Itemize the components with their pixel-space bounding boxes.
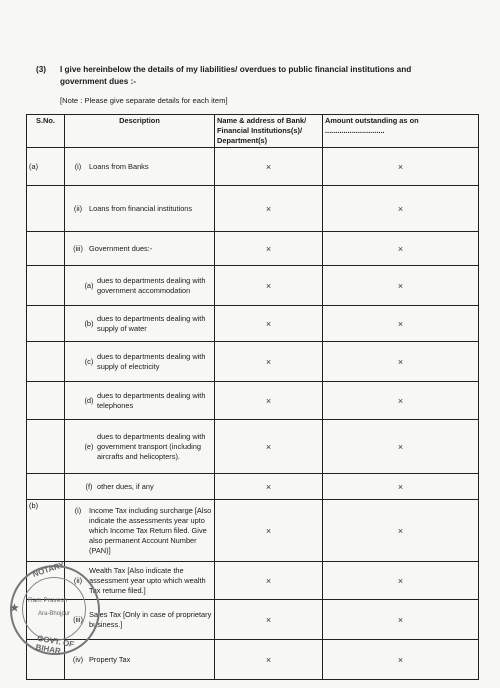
table-row — [27, 306, 479, 342]
row-marker: (ii) — [73, 575, 83, 585]
row-text: Wealth Tax [Also indicate the assessment year upto which wealth Tax returne filed.] — [89, 565, 206, 595]
row-sub-marker: (f) — [85, 481, 93, 491]
row-bank-mark: × — [215, 382, 323, 420]
row-sno — [27, 266, 65, 306]
section-number: (3) — [36, 65, 47, 74]
row-description — [65, 382, 215, 420]
row-amount-mark: × — [323, 266, 479, 306]
row-bank-mark: × — [215, 306, 323, 342]
row-bank-mark: × — [215, 420, 323, 474]
row-text: Government dues:- — [89, 243, 153, 253]
note-text: [Note : Please give separate details for each item] — [60, 96, 228, 105]
table-row — [27, 186, 479, 232]
row-sub-marker: (e) — [84, 441, 94, 451]
row-amount-mark: × — [323, 420, 479, 474]
row-amount-mark: × — [323, 232, 479, 266]
header-bank: Name & address of Bank/ Financial Institutions(s)/ Department(s) — [215, 115, 323, 148]
row-description — [65, 500, 215, 562]
row-text: dues to departments dealing with supply of electricity — [97, 351, 206, 371]
stamp-name: Ram Pravesh — [28, 597, 68, 604]
stamp-top-text: NOTARY — [31, 560, 66, 579]
row-bank-mark: × — [215, 148, 323, 186]
table-row — [27, 382, 479, 420]
row-amount-mark: × — [323, 600, 479, 640]
row-text: Income Tax including surcharge [Also indicate the assessments year upto which Income Tax Return filed. Give also permanent Account Number (PAN)] — [89, 505, 212, 555]
row-marker: (iii) — [73, 243, 83, 253]
row-sub-marker: (c) — [84, 356, 94, 366]
row-description — [65, 186, 215, 232]
table-row — [27, 266, 479, 306]
row-description — [65, 342, 215, 382]
row-amount-mark: × — [323, 382, 479, 420]
row-description — [65, 306, 215, 342]
table-row — [27, 500, 479, 562]
row-sno — [27, 186, 65, 232]
row-sno: (b) — [27, 500, 65, 562]
row-sno: (a) — [27, 148, 65, 186]
row-sno — [27, 382, 65, 420]
row-amount-mark: × — [323, 474, 479, 500]
row-marker: (iv) — [72, 654, 84, 664]
row-bank-mark: × — [215, 232, 323, 266]
row-amount-mark: × — [323, 306, 479, 342]
row-text: other dues, if any — [97, 481, 154, 491]
row-bank-mark: × — [215, 474, 323, 500]
table-row — [27, 342, 479, 382]
table-row — [27, 474, 479, 500]
stamp-star-icon: ★ — [10, 603, 19, 614]
row-description — [65, 148, 215, 186]
row-amount-mark: × — [323, 342, 479, 382]
row-sub-marker: (d) — [84, 395, 94, 405]
row-amount-mark: × — [323, 186, 479, 232]
row-text: dues to departments dealing with government accommodation — [97, 275, 206, 295]
table-header-row — [27, 115, 479, 148]
row-text: Property Tax — [89, 654, 131, 664]
row-text: dues to departments dealing with supply of water — [97, 313, 206, 333]
row-amount-mark: × — [323, 640, 479, 680]
row-bank-mark: × — [215, 640, 323, 680]
row-sno — [27, 232, 65, 266]
row-text: Loans from financial institutions — [89, 203, 193, 213]
row-marker: (i) — [74, 161, 82, 171]
header-description: Description — [65, 115, 215, 148]
row-sno — [27, 342, 65, 382]
row-text: dues to departments dealing with government transport (including aircrafts and helicopters). — [97, 431, 206, 461]
row-marker: (i) — [74, 505, 82, 515]
row-sno — [27, 420, 65, 474]
stamp-inner-ring — [22, 577, 86, 641]
row-amount-mark: × — [323, 562, 479, 600]
row-marker: (iii) — [73, 614, 83, 624]
row-bank-mark: × — [215, 186, 323, 232]
table-row — [27, 148, 479, 186]
stamp-bottom-text: GOVT. OF BIHAR — [34, 633, 75, 656]
row-bank-mark: × — [215, 500, 323, 562]
row-sno — [27, 474, 65, 500]
row-text: Loans from Banks — [89, 161, 149, 171]
stamp-place: Ara-Bhojpur — [38, 611, 71, 617]
row-bank-mark: × — [215, 266, 323, 306]
row-text: Sales Tax [Only in case of proprietary business.] — [89, 609, 212, 629]
header-sno: S.No. — [27, 115, 65, 148]
row-description — [65, 420, 215, 474]
row-sub-marker: (a) — [84, 280, 94, 290]
notary-stamp — [10, 560, 100, 656]
row-bank-mark: × — [215, 342, 323, 382]
row-description — [65, 232, 215, 266]
row-amount-mark: × — [323, 500, 479, 562]
row-bank-mark: × — [215, 562, 323, 600]
table-row — [27, 420, 479, 474]
row-bank-mark: × — [215, 600, 323, 640]
section-heading-text: I give hereinbelow the details of my liabilities/ overdues to public financial institutions and government dues :- — [60, 65, 412, 86]
row-sno — [27, 306, 65, 342]
row-text: dues to departments dealing with telephones — [97, 390, 206, 410]
row-sub-marker: (b) — [84, 318, 94, 328]
header-amount: Amount outstanding as on ............................. — [323, 115, 479, 148]
row-amount-mark: × — [323, 148, 479, 186]
row-marker: (ii) — [73, 203, 83, 213]
row-description — [65, 266, 215, 306]
row-description — [65, 474, 215, 500]
table-row — [27, 232, 479, 266]
